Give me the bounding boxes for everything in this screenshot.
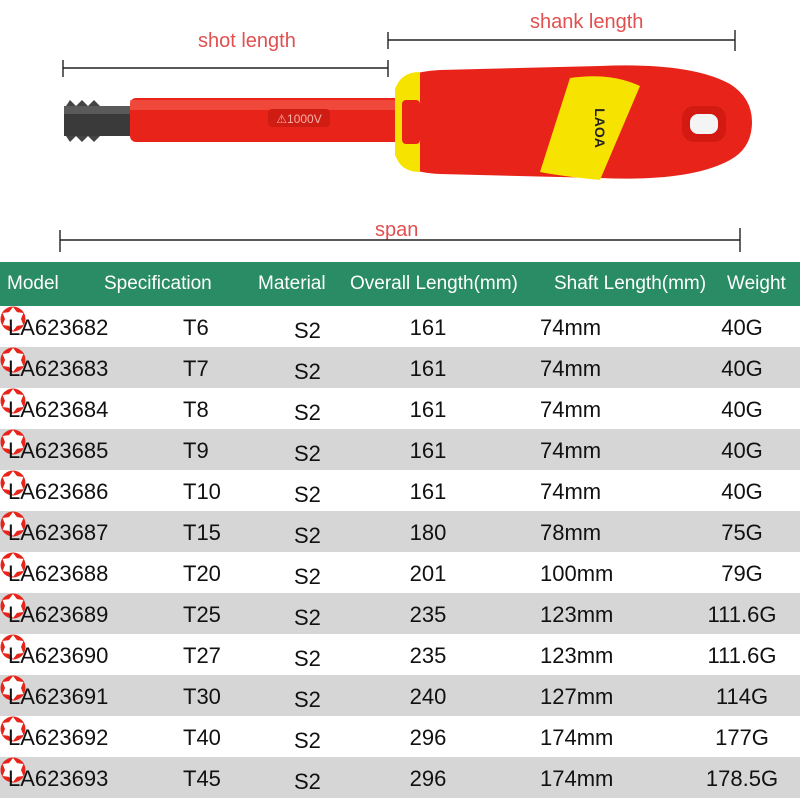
material-cell: S2	[294, 564, 321, 589]
header-overall-length: Overall Length(mm)	[350, 273, 518, 294]
spec-cell: T15	[183, 520, 221, 545]
overall-length-cell: 161	[409, 356, 447, 381]
shank-length-label: shank length	[530, 11, 644, 33]
model-cell: LA623686	[8, 479, 109, 504]
spec-table	[0, 262, 800, 798]
weight-cell: 111.6G	[707, 643, 777, 668]
table-row	[0, 388, 800, 429]
table-row	[0, 347, 800, 388]
model-cell: LA623687	[8, 520, 109, 545]
material-cell: S2	[294, 482, 321, 507]
table-row	[0, 552, 800, 593]
material-cell: S2	[294, 728, 321, 753]
product-figure	[0, 0, 800, 262]
model-cell: LA623684	[8, 397, 109, 422]
model-cell: LA623688	[8, 561, 109, 586]
material-cell: S2	[294, 769, 321, 794]
model-cell: LA623683	[8, 356, 109, 381]
weight-cell: 178.5G	[705, 766, 779, 791]
header-spec: Specification	[104, 273, 212, 294]
model-cell: LA623689	[8, 602, 109, 627]
material-cell: S2	[294, 400, 321, 425]
overall-length-cell: 161	[409, 438, 447, 463]
material-cell: S2	[294, 441, 321, 466]
spec-cell: T25	[183, 602, 221, 627]
table-row	[0, 306, 800, 347]
weight-cell: 177G	[715, 725, 769, 750]
weight-cell: 40G	[721, 356, 763, 381]
table-row	[0, 593, 800, 634]
table-body	[0, 306, 800, 798]
model-cell: LA623690	[8, 643, 109, 668]
model-cell: LA623691	[8, 684, 109, 709]
header-material: Material	[258, 273, 326, 294]
handle	[395, 65, 752, 180]
table-row	[0, 675, 800, 716]
table-row	[0, 429, 800, 470]
shaft-length-cell: 78mm	[540, 520, 602, 545]
brand-logo: LAOA	[592, 108, 608, 148]
weight-cell: 40G	[721, 479, 763, 504]
table-header	[0, 262, 800, 306]
material-cell: S2	[294, 605, 321, 630]
material-cell: S2	[294, 646, 321, 671]
model-cell: LA623682	[8, 315, 109, 340]
table-row	[0, 470, 800, 511]
spec-cell: T10	[183, 479, 221, 504]
material-cell: S2	[294, 318, 321, 343]
shaft-length-cell: 127mm	[540, 684, 614, 709]
header-model: Model	[7, 273, 59, 294]
shaft-length-cell: 74mm	[540, 356, 602, 381]
voltage-mark: ⚠1000V	[276, 112, 322, 126]
overall-length-cell: 235	[409, 602, 447, 627]
shaft-length-cell: 174mm	[540, 725, 614, 750]
shaft-length-cell: 174mm	[540, 766, 614, 791]
shaft-length-cell: 74mm	[540, 438, 602, 463]
spec-cell: T9	[183, 438, 209, 463]
table-row	[0, 511, 800, 552]
overall-length-cell: 180	[409, 520, 447, 545]
weight-cell: 111.6G	[707, 602, 777, 627]
overall-length-cell: 161	[409, 479, 447, 504]
spec-cell: T40	[183, 725, 221, 750]
material-cell: S2	[294, 687, 321, 712]
torx-tip	[64, 100, 134, 142]
overall-length-cell: 296	[409, 725, 447, 750]
table-row	[0, 757, 800, 798]
spec-cell: T20	[183, 561, 221, 586]
model-cell: LA623693	[8, 766, 109, 791]
shaft-length-cell: 123mm	[540, 602, 614, 627]
header-shaft-length: Shaft Length(mm)	[554, 273, 707, 294]
shaft-length-cell: 74mm	[540, 397, 602, 422]
weight-cell: 40G	[721, 397, 763, 422]
screwdriver-drawing	[0, 0, 800, 262]
material-cell: S2	[294, 359, 321, 384]
spec-cell: T45	[183, 766, 221, 791]
spec-cell: T8	[183, 397, 209, 422]
material-cell: S2	[294, 523, 321, 548]
shaft-length-cell: 123mm	[540, 643, 614, 668]
overall-length-cell: 161	[409, 315, 447, 340]
overall-length-cell: 235	[409, 643, 447, 668]
shaft-length-cell: 74mm	[540, 479, 602, 504]
short-length-label: shot length	[198, 30, 296, 52]
overall-length-cell: 240	[409, 684, 447, 709]
table-row	[0, 716, 800, 757]
spec-cell: T6	[183, 315, 209, 340]
spec-cell: T30	[183, 684, 221, 709]
spec-cell: T27	[183, 643, 221, 668]
weight-cell: 75G	[721, 520, 763, 545]
model-cell: LA623685	[8, 438, 109, 463]
shaft-length-cell: 74mm	[540, 315, 602, 340]
model-cell: LA623692	[8, 725, 109, 750]
overall-length-cell: 296	[409, 766, 447, 791]
header-weight: Weight	[727, 273, 786, 294]
overall-length-cell: 161	[409, 397, 447, 422]
span-label: span	[375, 219, 419, 241]
weight-cell: 40G	[721, 315, 763, 340]
spec-cell: T7	[183, 356, 209, 381]
weight-cell: 114G	[715, 684, 769, 709]
weight-cell: 40G	[721, 438, 763, 463]
table-row	[0, 634, 800, 675]
shaft-length-cell: 100mm	[540, 561, 614, 586]
overall-length-cell: 201	[409, 561, 447, 586]
weight-cell: 79G	[721, 561, 763, 586]
